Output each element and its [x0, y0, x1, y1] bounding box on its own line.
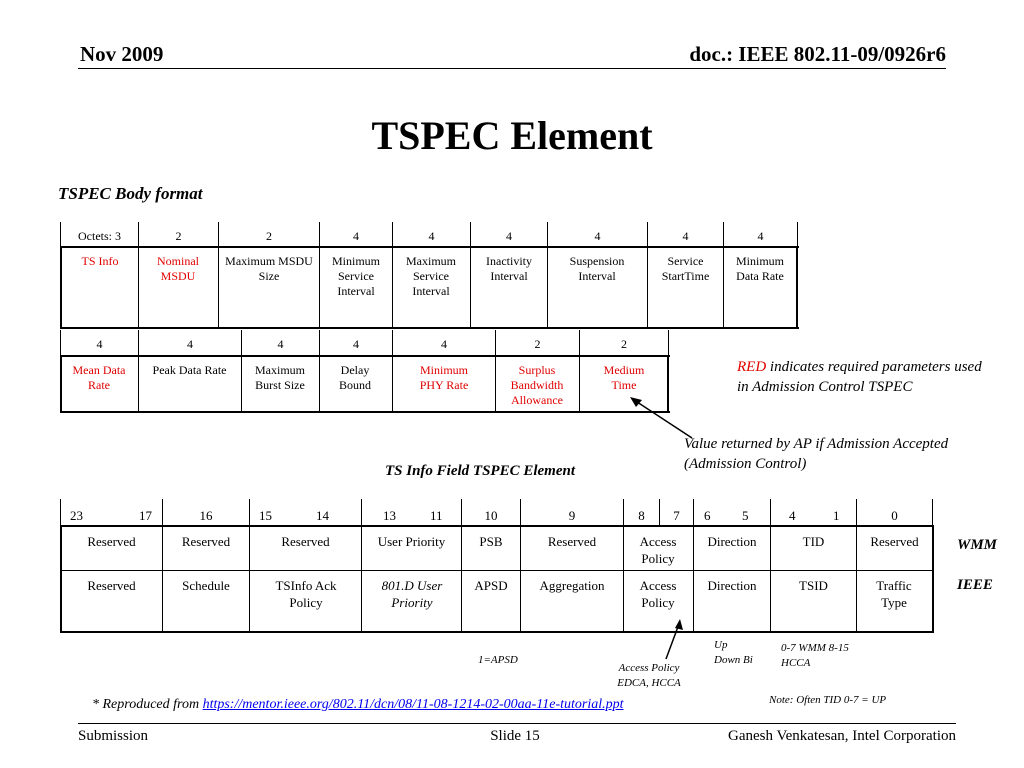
- bit-4: 4: [789, 508, 796, 523]
- tid-annotation: 0-7 WMM 8-15 HCCA: [781, 642, 849, 669]
- octets-mean-data-rate: 4: [96, 337, 103, 351]
- wmm-user-priority: User Priority: [377, 534, 446, 549]
- ieee-user-priority: 801.D User Priority: [381, 578, 443, 610]
- ieee-schedule: Schedule: [182, 578, 230, 593]
- bit-0: 0: [891, 508, 898, 523]
- wmm-access-policy: Access Policy: [639, 534, 677, 566]
- field-max-burst-size: Maximum Burst Size: [255, 363, 305, 392]
- ieee-direction: Direction: [707, 578, 757, 593]
- octets-suspension: 4: [594, 229, 601, 243]
- bit-23: 23: [70, 508, 83, 523]
- ieee-aggregation: Aggregation: [539, 578, 605, 593]
- bit-1: 1: [833, 508, 840, 523]
- bit-14: 14: [316, 508, 329, 523]
- bit-8: 8: [638, 508, 645, 523]
- ieee-tsid: TSID: [799, 578, 828, 593]
- field-suspension-interval: Suspension Interval: [569, 254, 625, 283]
- footer-author: Ganesh Venkatesan, Intel Corporation: [728, 728, 956, 744]
- red-legend-note: [737, 357, 997, 397]
- direction-annotation: Up Down Bi: [714, 639, 753, 666]
- field-mean-data-rate: Mean Data Rate: [72, 363, 126, 392]
- page-title: TSPEC Element: [371, 113, 653, 158]
- bit-10: 10: [484, 508, 498, 523]
- wmm-reserved-23-17: Reserved: [87, 534, 136, 549]
- apsd-annotation: 1=APSD: [478, 654, 518, 666]
- wmm-psb: PSB: [479, 534, 503, 549]
- field-min-service-interval: Minimum Service Interval: [331, 254, 380, 298]
- field-max-msdu-size: Maximum MSDU Size: [225, 254, 313, 283]
- bit-5: 5: [742, 508, 749, 523]
- bit-15: 15: [259, 508, 272, 523]
- access-policy-arrow: [660, 616, 690, 662]
- field-ts-info: TS Info: [81, 254, 119, 268]
- ts-info-title: TS Info Field TSPEC Element: [384, 463, 576, 479]
- bit-11: 11: [430, 508, 443, 523]
- ieee-access-policy: Access Policy: [639, 578, 677, 610]
- red-word: RED: [737, 359, 767, 375]
- octets-max-svc-interval: 4: [428, 229, 435, 243]
- wmm-tid: TID: [802, 534, 825, 549]
- octets-surplus-bw: 2: [534, 337, 541, 351]
- bit-6: 6: [704, 508, 711, 523]
- field-min-phy-rate: Minimum PHY Rate: [419, 363, 469, 392]
- octets-svc-start: 4: [682, 229, 689, 243]
- bit-13: 13: [383, 508, 396, 523]
- header-rule: [78, 68, 946, 69]
- octets-inactivity: 4: [506, 229, 512, 243]
- field-delay-bound: Delay Bound: [338, 363, 371, 392]
- octets-max-burst: 4: [277, 337, 284, 351]
- field-medium-time: Medium Time: [603, 363, 645, 392]
- octets-max-msdu: 2: [266, 229, 272, 243]
- wmm-direction: Direction: [707, 534, 757, 549]
- access-policy-annotation: Access Policy EDCA, HCCA: [617, 662, 681, 689]
- octets-ts-info: Octets: 3: [78, 229, 121, 243]
- footer-rule: [78, 723, 956, 724]
- source-link[interactable]: https://mentor.ieee.org/802.11/dcn/08/11-08-1214-02-00aa-11e-tutorial.ppt: [202, 697, 624, 712]
- octets-peak-data-rate: 4: [187, 337, 193, 351]
- field-inactivity-interval: Inactivity Interval: [486, 254, 532, 283]
- field-nominal-msdu: Nominal MSDU: [157, 254, 199, 283]
- octets-min-phy-rate: 4: [441, 337, 447, 351]
- ieee-tsinfo-ack-policy: TSInfo Ack Policy: [275, 578, 337, 610]
- octets-nominal-msdu: 2: [175, 229, 182, 243]
- wmm-reserved-9: Reserved: [547, 534, 597, 549]
- wmm-row-label: WMM: [957, 537, 998, 553]
- reproduced-line: [92, 697, 624, 713]
- footer-slide-number: Slide 15: [490, 728, 540, 744]
- octets-delay-bound: 4: [353, 337, 359, 351]
- ieee-apsd: APSD: [474, 578, 508, 593]
- wmm-reserved-0: Reserved: [870, 534, 919, 549]
- ieee-traffic-type: Traffic Type: [876, 578, 912, 610]
- tid-note: Note: Often TID 0-7 = UP: [769, 694, 887, 706]
- octets-min-data-rate: 4: [757, 229, 764, 243]
- bit-17: 17: [139, 508, 152, 523]
- wmm-reserved-16: Reserved: [181, 534, 231, 549]
- field-service-start-time: Service StartTime: [661, 254, 710, 283]
- field-max-service-interval: Maximum Service Interval: [406, 254, 456, 298]
- value-returned-note: Value returned by AP if Admission Accepted (Admission Control): [684, 436, 949, 472]
- ieee-reserved: Reserved: [87, 578, 136, 593]
- field-peak-data-rate: Peak Data Rate: [152, 363, 227, 377]
- medium-time-arrow: [620, 392, 700, 442]
- ieee-row-label: IEEE: [957, 577, 993, 593]
- wmm-reserved-15-14: Reserved: [281, 534, 330, 549]
- footer-submission: Submission: [78, 728, 149, 744]
- octets-min-svc-interval: 4: [353, 229, 359, 243]
- body-format-label: TSPEC Body format: [58, 184, 203, 203]
- bit-9: 9: [568, 508, 576, 523]
- octets-medium-time: 2: [621, 337, 627, 351]
- red-note-text: indicates required parameters used in Admission Control TSPEC: [737, 359, 982, 395]
- reproduced-prefix: * Reproduced from: [92, 697, 203, 712]
- bit-16: 16: [199, 508, 213, 523]
- header-doc-id: doc.: IEEE 802.11-09/0926r6: [689, 42, 946, 66]
- header-date: Nov 2009: [80, 42, 164, 66]
- bit-7: 7: [673, 508, 680, 523]
- field-surplus-bw-allowance: Surplus Bandwidth Allowance: [510, 363, 564, 407]
- field-min-data-rate: Minimum Data Rate: [735, 254, 784, 283]
